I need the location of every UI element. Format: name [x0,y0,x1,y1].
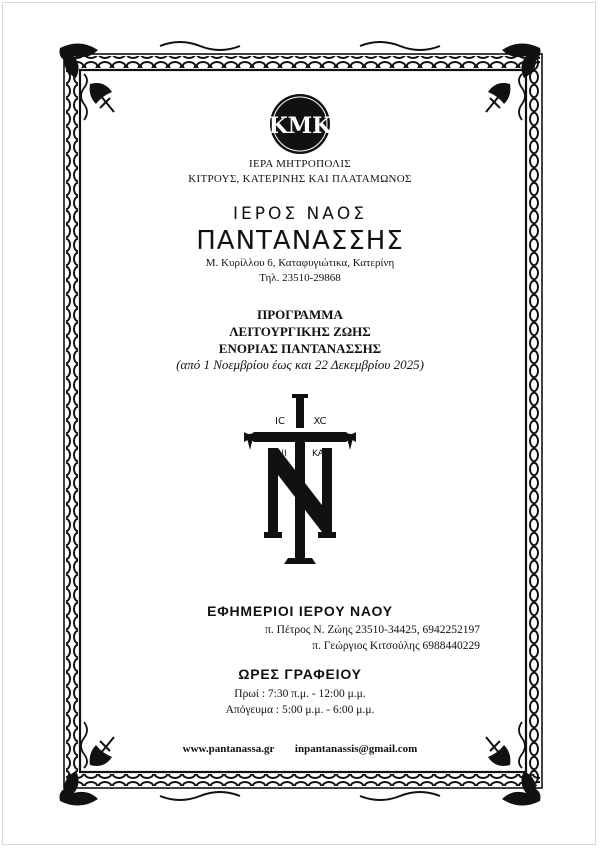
website-link[interactable]: www.pantanassa.gr [182,743,275,755]
emblem-monogram: ΚΜΚ [268,113,332,139]
church-name: ΠΑΝΤΑΝΑΣΣΗΣ [196,226,404,256]
office-hours [0,686,600,718]
contact-line [0,743,600,755]
program-line3: ΕΝΟΡΙΑΣ ΠΑΝΤΑΝΑΣΣΗΣ [218,341,382,356]
cross-ka: KA [312,449,324,459]
email-link[interactable]: inpantanassis@gmail.com [294,743,418,755]
program-line2: ΛΕΙΤΟΥΡΓΙΚΗΣ ΖΩΗΣ [229,324,371,339]
priest-2: π. Γεώργιος Κιτσούλης 6988440229 [312,640,480,652]
church-address: Μ. Κυρίλλου 6, Καταφυγιώτικα, Κατερίνη [205,257,395,269]
church-address-block [0,256,600,286]
cross-ic: IC [275,416,285,427]
cross-ni: NI [277,449,287,459]
office-hours-title: ΩΡΕΣ ΓΡΑΦΕΙΟΥ [238,666,362,682]
priests-list [120,622,480,654]
metropolis-line2: ΚΙΤΡΟΥΣ, ΚΑΤΕΡΙΝΗΣ ΚΑΙ ΠΛΑΤΑΜΩΝΟΣ [188,173,412,185]
priests-title: ΕΦΗΜΕΡΙΟΙ ΙΕΡΟΥ ΝΑΟΥ [207,603,393,619]
office-morning: Πρωί : 7:30 π.μ. - 12:00 μ.μ. [234,688,366,700]
metropolis-emblem-icon [268,92,332,156]
office-afternoon: Απόγευμα : 5:00 μ.μ. - 6:00 μ.μ. [225,704,375,716]
priest-1: π. Πέτρος Ν. Ζώης 23510-34425, 6942252197 [265,624,480,636]
metropolis-heading [0,157,600,187]
metropolis-line1: ΙΕΡΑ ΜΗΤΡΟΠΟΛΙΣ [249,158,351,170]
cross-icon [240,392,360,574]
program-title [0,306,600,357]
program-period: (από 1 Νοεμβρίου έως και 22 Δεκεμβρίου 2025) [176,357,424,372]
braid-bottom [66,774,540,786]
program-line1: ΠΡΟΓΡΑΜΜΑ [257,307,343,322]
church-label: ΙΕΡΟΣ ΝΑΟΣ [232,204,367,224]
church-phone: Τηλ. 23510-29868 [259,272,341,284]
braid-top [66,56,540,68]
cross-xc: XC [313,416,327,427]
